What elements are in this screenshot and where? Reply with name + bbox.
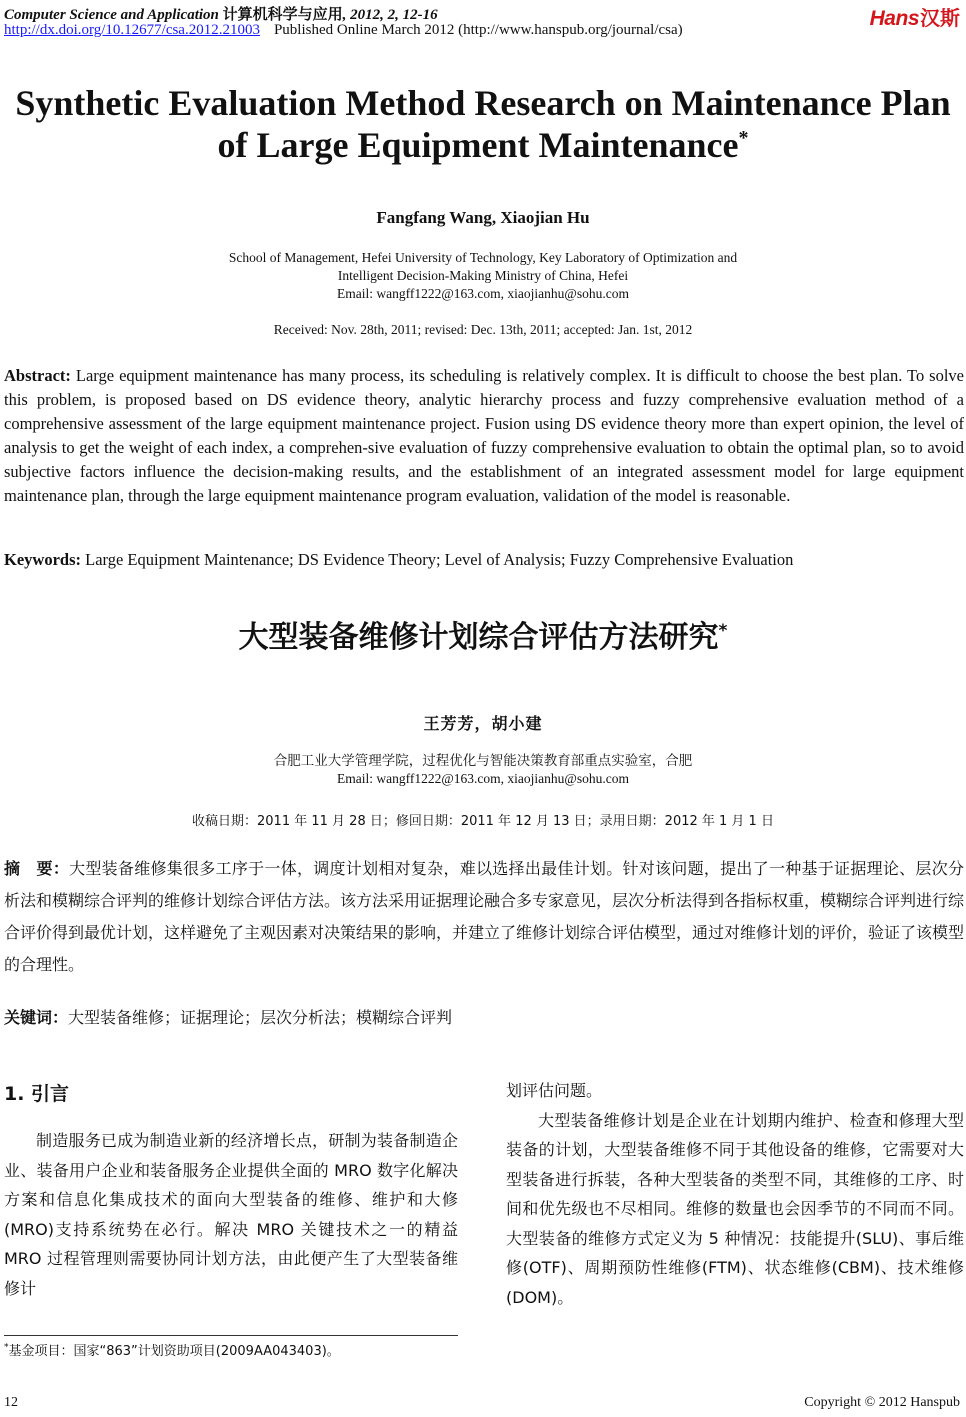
footnote-text: 基金项目：国家“863”计划资助项目(2009AA043403)。 — [8, 1344, 340, 1359]
journal-name-cn: 计算机科学与应用 — [222, 7, 343, 23]
abstract-en — [4, 364, 964, 508]
abstract-cn-text: 大型装备维修集很多工序于一体，调度计划相对复杂，难以选择出最佳计划。针对该问题，提出了一种基于证据理论、层次分析法和模糊综合评判的维修计划综合评估方法。该方法采用证据理论融合多专家意见，层次分析法得到各指标权重，模糊综合评判进行综合评价得到最优计划，这样避免了主观因素对决策结果的影响，并建立了维修计划综合评估模型，通过对维修计划的评价，验证了该模型的合理性。 — [4, 859, 965, 974]
footnote-divider — [4, 1335, 458, 1336]
doi-line — [4, 22, 683, 39]
paper-title-cn: 大型装备维修计划综合评估方法研究* — [238, 620, 728, 655]
logo-text-cn: 汉斯 — [920, 6, 960, 30]
email-en: Email: wangff1222@163.com, xiaojianhu@sohu.com — [337, 286, 629, 301]
logo-text-en: Hans — [869, 7, 919, 30]
keywords-text: Large Equipment Maintenance; DS Evidence Theory; Level of Analysis; Fuzzy Comprehensive Evaluation — [85, 550, 794, 569]
affiliation-cn-text: 合肥工业大学管理学院，过程优化与智能决策教育部重点实验室，合肥 — [273, 753, 693, 769]
section-heading-introduction: 1. 引言 — [4, 1083, 70, 1105]
affiliation-en — [0, 249, 966, 303]
intro-paragraph-continuation: 划评估问题。 — [506, 1081, 603, 1100]
doi-link[interactable]: http://dx.doi.org/10.12677/csa.2012.21003 — [4, 22, 260, 38]
keywords-cn-text: 大型装备维修；证据理论；层次分析法；模糊综合评判 — [68, 1008, 453, 1027]
authors-en: Fangfang Wang, Xiaojian Hu — [376, 208, 590, 227]
keywords-en — [4, 548, 964, 572]
affiliation-cn — [0, 752, 966, 788]
paper-title-en — [0, 82, 966, 166]
title-cn-footnote-mark: * — [718, 621, 728, 641]
footnote-mark: * — [4, 1342, 9, 1353]
abstract-text: Large equipment maintenance has many process, its scheduling is relatively complex. It is difficult to choose the best plan. To solve this problem, is proposed based on DS evidence theory, analytic hierarchy process and fuzzy comprehensive evaluation method of a comprehensive assessment of the large equipment maintenance project. Fusion using DS evidence theory more than expert opinion, the level of analysis to get the weight of each index, a comprehen-sive evaluation of fuzzy comprehensive evaluation to obtain the optimal plan, so to avoid subjective factors influence the decision-making results, and the establishment of an integrated assessment model for large equipment maintenance plan, through the large equipment maintenance program evaluation, validation of the model is reasonable. — [4, 366, 965, 505]
title-line-2: of Large Equipment Maintenance* — [217, 125, 749, 165]
authors-cn: 王芳芳，胡小建 — [423, 714, 543, 733]
journal-volume: , 2012, 2, 12-16 — [342, 7, 438, 23]
received-dates-en: Received: Nov. 28th, 2011; revised: Dec. 13th, 2011; accepted: Jan. 1st, 2012 — [273, 322, 693, 337]
footnote — [4, 1340, 340, 1359]
title-line-1: Synthetic Evaluation Method Research on Maintenance Plan — [15, 83, 951, 123]
affiliation-line-2: Intelligent Decision-Making Ministry of China, Hefei — [337, 268, 629, 283]
email-cn: Email: wangff1222@163.com, xiaojianhu@sohu.com — [337, 771, 629, 786]
journal-header — [4, 3, 438, 24]
abstract-label: Abstract: — [4, 366, 71, 385]
page-number: 12 — [4, 1395, 18, 1410]
title-footnote-mark: * — [738, 127, 749, 149]
received-dates-cn: 收稿日期：2011 年 11 月 28 日；修回日期：2011 年 12 月 13 日；录用日期：2012 年 1 月 1 日 — [192, 814, 774, 829]
copyright-notice: Copyright © 2012 Hanspub — [804, 1395, 960, 1410]
hanspub-logo — [870, 2, 960, 31]
intro-paragraph-2: 大型装备维修计划是企业在计划期内维护、检查和修理大型装备的计划，大型装备维修不同于其他设备的维修，它需要对大型装备进行拆装，各种大型装备的类型不同，其维修的工序、时间和优先级也不尽相同。维修的数量也会因季节的不同而不同。大型装备的维修方式定义为 5 种情况：技能提升(SLU)、事后维修(OTF)、周期预防性维修(FTM)、状态维修(CBM)、技术维修(DOM)。 — [506, 1110, 964, 1307]
journal-name-en: Computer Science and Application — [4, 7, 219, 23]
keywords-label: Keywords: — [4, 550, 81, 569]
affiliation-line-1: School of Management, Hefei University of Technology, Key Laboratory of Optimization and — [228, 250, 738, 265]
published-info: Published Online March 2012 (http://www.hanspub.org/journal/csa) — [273, 22, 683, 38]
keywords-cn — [4, 1003, 964, 1033]
intro-paragraph-1: 制造服务已成为制造业新的经济增长点，研制为装备制造企业、装备用户企业和装备服务企业提供全面的 MRO 数字化解决方案和信息化集成技术的面向大型装备的维修、维护和大修(MRO)支持系统势在必行。解决 MRO 关键技术之一的精益 MRO 过程管理则需要协同计划方法，由此便产生了大型装备维修计 — [4, 1131, 458, 1298]
abstract-cn-label: 摘 要： — [4, 859, 70, 878]
abstract-cn — [4, 853, 964, 981]
body-column-left — [4, 1126, 458, 1303]
keywords-cn-label: 关键词： — [4, 1008, 69, 1027]
body-column-right — [506, 1076, 964, 1312]
